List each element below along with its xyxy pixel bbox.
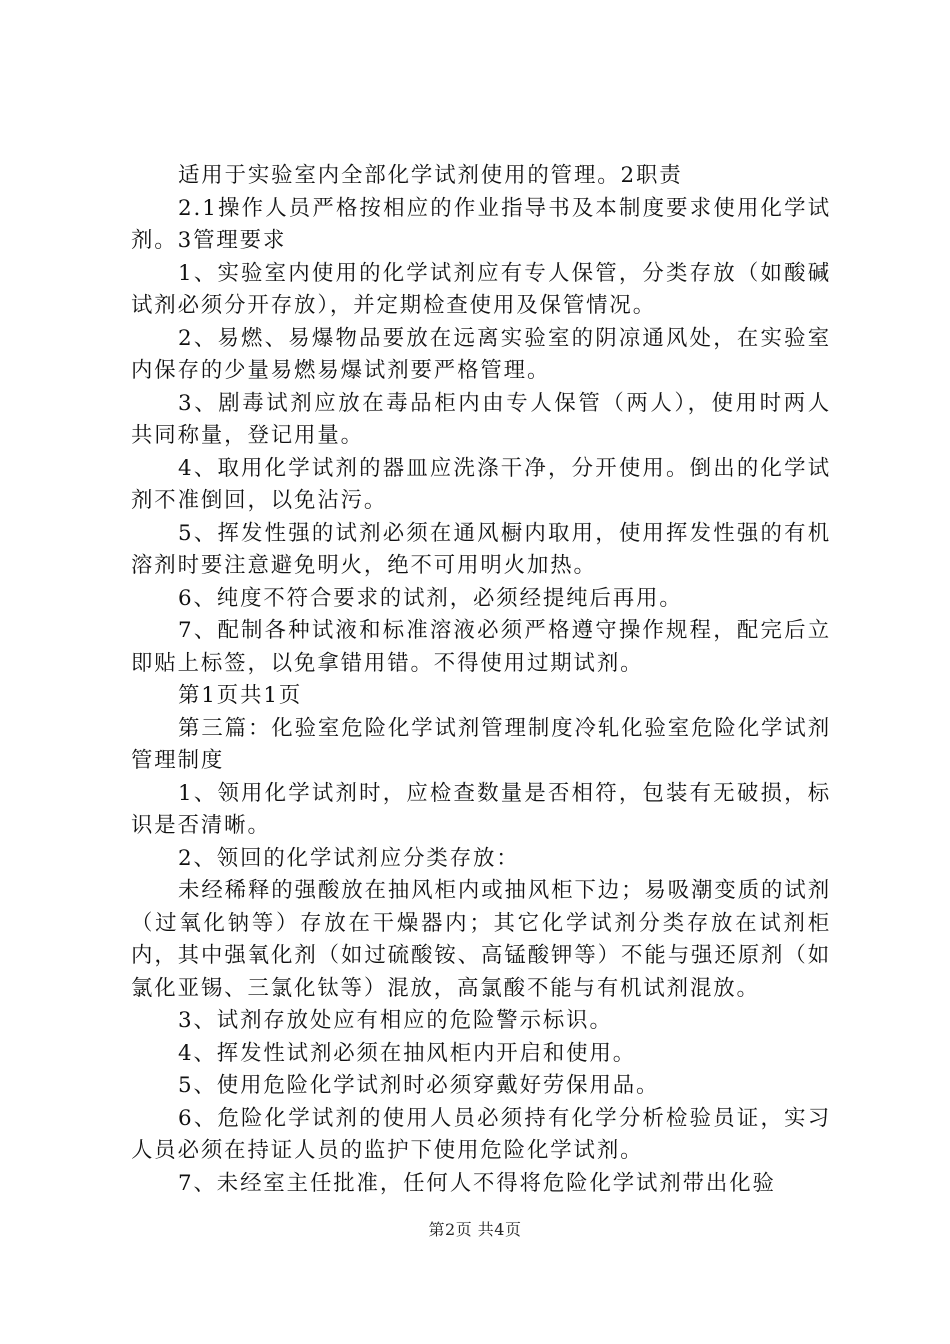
paragraph: 5、使用危险化学试剂时必须穿戴好劳保用品。: [178, 1073, 660, 1098]
paragraph: 3、剧毒试剂应放在毒品柜内由专人保管（两人），使用时两人共同称量，登记用量。: [131, 390, 831, 448]
paragraph: 未经稀释的强酸放在抽风柜内或抽风柜下边；易吸潮变质的试剂（过氧化钠等）存放在干燥器内；其它化学试剂分类存放在试剂柜内，其中强氧化剂（如过硫酸铵、高锰酸钾等）不能与强还原剂（如氯化亚锡、三氯化钛等）混放，高氯酸不能与有机试剂混放。: [131, 878, 831, 1001]
paragraph: 1、实验室内使用的化学试剂应有专人保管，分类存放（如酸碱试剂必须分开存放），并定期检查使用及保管情况。: [131, 260, 831, 318]
paragraph: 2.1操作人员严格按相应的作业指导书及本制度要求使用化学试剂。3管理要求: [131, 195, 831, 253]
page-footer: 第2页 共4页: [428, 1220, 522, 1239]
paragraph: 2、易燃、易爆物品要放在远离实验室的阴凉通风处，在实验室内保存的少量易燃易爆试剂要严格管理。: [131, 325, 831, 383]
paragraph: 6、纯度不符合要求的试剂，必须经提纯后再用。: [178, 585, 683, 611]
paragraph: 2、领回的化学试剂应分类存放：: [178, 845, 520, 871]
paragraph: 4、取用化学试剂的器皿应洗涤干净，分开使用。倒出的化学试剂不准倒回，以免沾污。: [131, 455, 831, 513]
paragraph: 4、挥发性试剂必须在抽风柜内开启和使用。: [178, 1040, 637, 1066]
section-heading: 第三篇：化验室危险化学试剂管理制度冷轧化验室危险化学试剂管理制度: [131, 715, 831, 773]
paragraph: 7、未经室主任批准，任何人不得将危险化学试剂带出化验: [178, 1170, 776, 1196]
inline-page-count: 第1页共1页: [178, 683, 303, 708]
paragraph: 7、配制各种试液和标准溶液必须严格遵守操作规程，配完后立即贴上标签，以免拿错用错。不得使用过期试剂。: [131, 618, 831, 676]
paragraph: 3、试剂存放处应有相应的危险警示标识。: [178, 1008, 613, 1033]
document-body: [131, 160, 831, 1200]
paragraph: 6、危险化学试剂的使用人员必须持有化学分析检验员证，实习人员必须在持证人员的监护下使用危险化学试剂。: [131, 1105, 831, 1163]
paragraph: 适用于实验室内全部化学试剂使用的管理。2职责: [178, 163, 683, 188]
paragraph: 1、领用化学试剂时，应检查数量是否相符，包装有无破损，标识是否清晰。: [131, 780, 831, 838]
paragraph: 5、挥发性强的试剂必须在通风橱内取用，使用挥发性强的有机溶剂时要注意避免明火，绝不可用明火加热。: [131, 520, 831, 578]
